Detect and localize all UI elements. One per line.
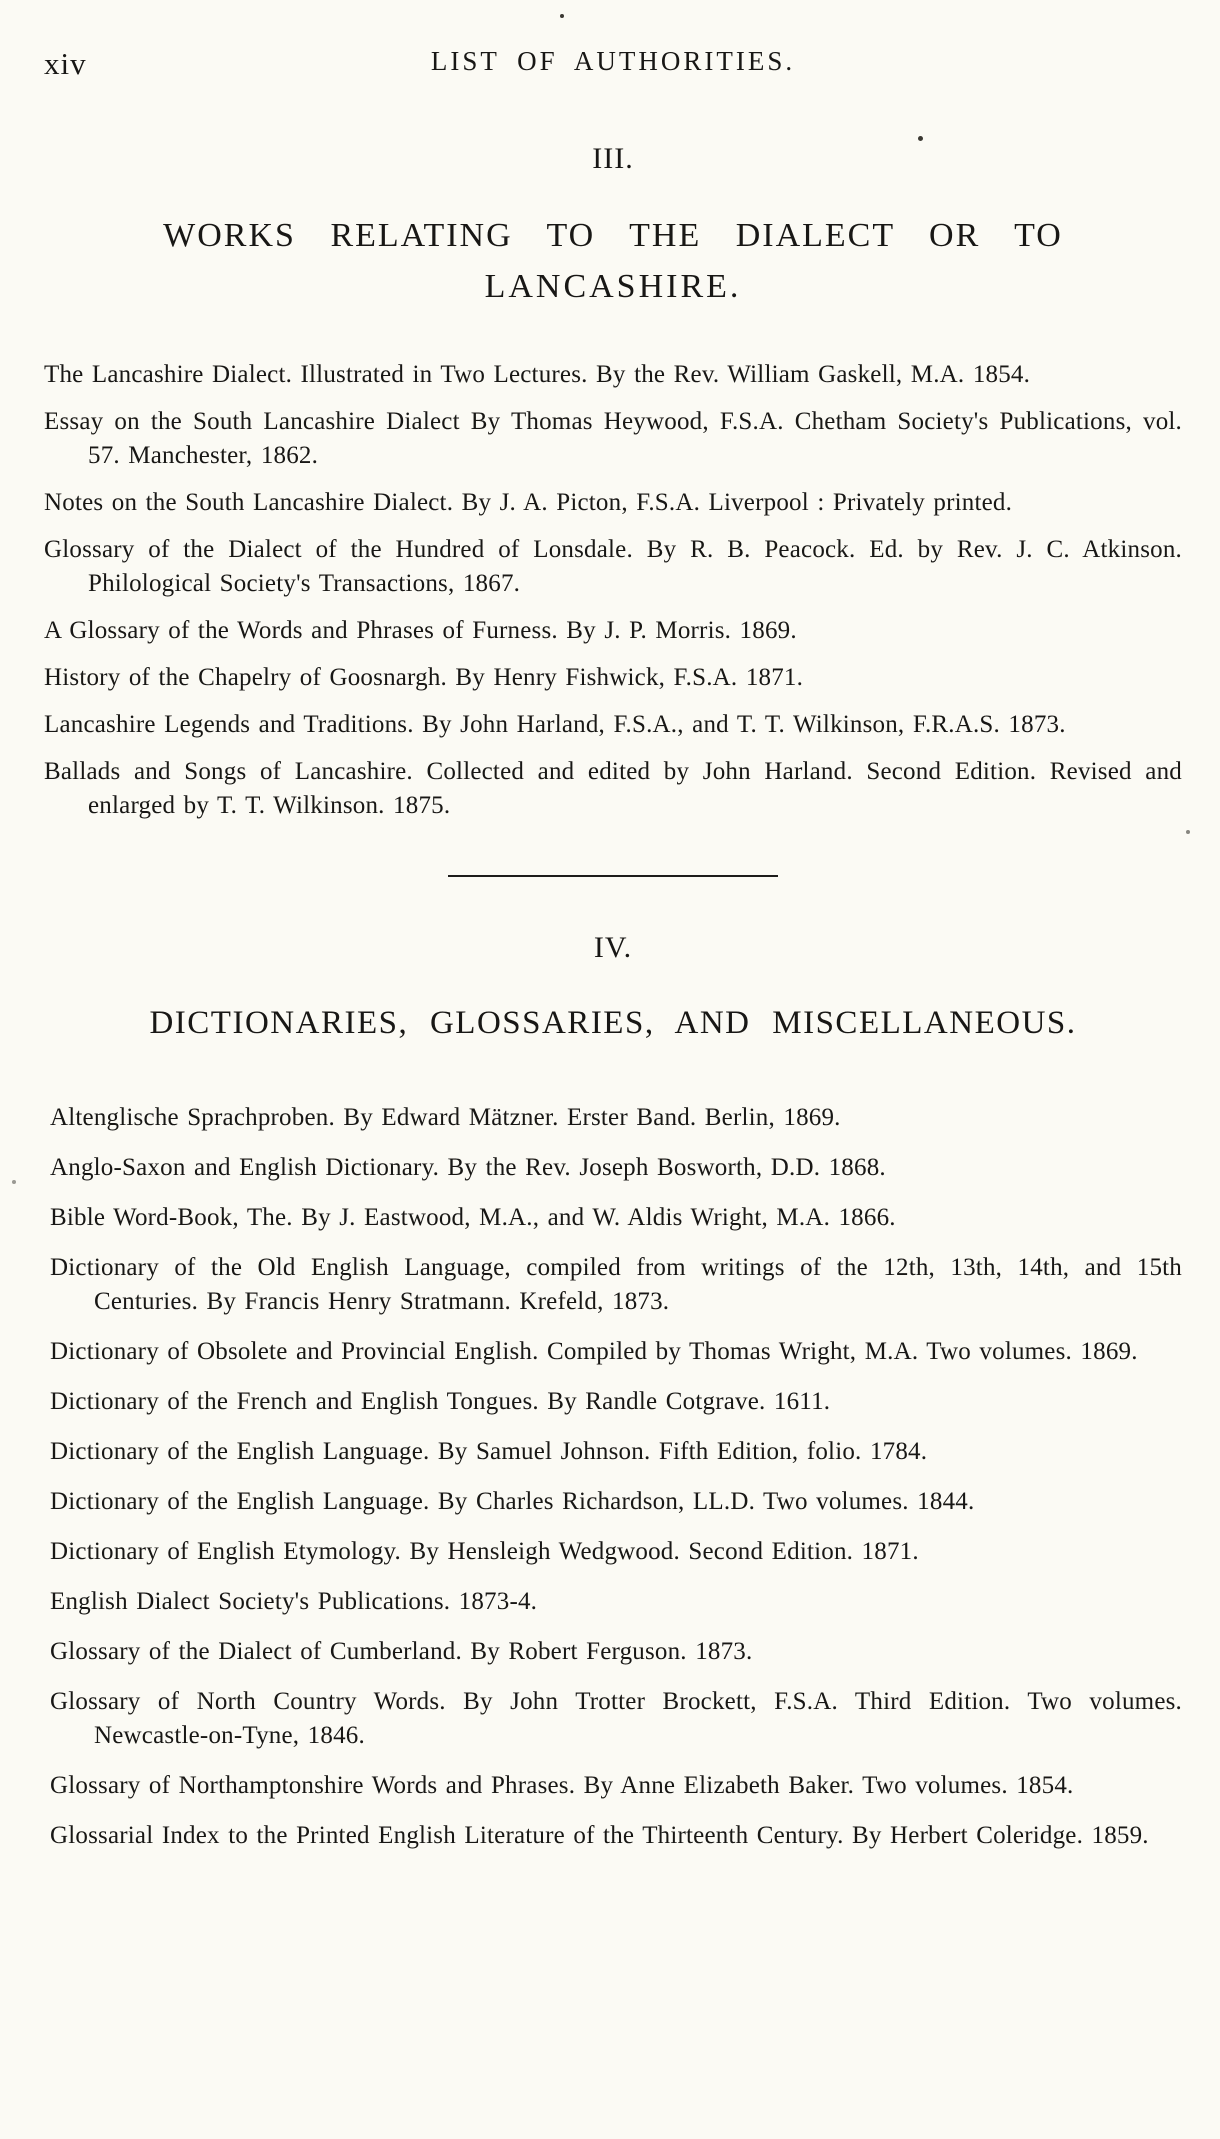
scan-speck [12,1180,16,1184]
bibliography-entry: Bible Word-Book, The. By J. Eastwood, M.A., and W. Aldis Wright, M.A. 1866. [50,1203,896,1231]
bibliography-entry: Essay on the South Lancashire Dialect By Thomas Heywood, F.S.A. Chetham Society's Publications, vol. 57. Manchester, 1862. [44,408,1182,469]
bibliography-entry: Dictionary of English Etymology. By Hensleigh Wedgwood. Second Edition. 1871. [50,1537,919,1565]
bibliography-entry: Dictionary of the English Language. By Charles Richardson, LL.D. Two volumes. 1844. [50,1487,975,1515]
section-iii-number: III. [592,142,634,175]
section-iii-entries [44,358,1182,823]
section-iv-number: IV. [593,931,633,964]
bibliography-entry: Glossary of Northamptonshire Words and Phrases. By Anne Elizabeth Baker. Two volumes. 1854. [50,1771,1074,1799]
scan-speck [1186,830,1190,834]
bibliography-entry: Glossarial Index to the Printed English Literature of the Thirteenth Century. By Herbert Coleridge. 1859. [50,1821,1149,1849]
scan-speck [560,14,564,18]
section-iii-title-line2: LANCASHIRE. [484,268,742,305]
section-iii [44,142,1182,823]
bibliography-entry: Notes on the South Lancashire Dialect. By J. A. Picton, F.S.A. Liverpool : Privately printed. [44,489,1013,516]
section-iii-title-line1: WORKS RELATING TO THE DIALECT OR TO [163,217,1063,254]
bibliography-entry: Dictionary of the English Language. By Samuel Johnson. Fifth Edition, folio. 1784. [50,1437,928,1465]
bibliography-entry: Dictionary of the French and English Tongues. By Randle Cotgrave. 1611. [50,1387,831,1415]
section-iv-entries [44,1101,1182,1853]
bibliography-entry: Ballads and Songs of Lancashire. Collected and edited by John Harland. Second Edition. Revised and enlarged by T. T. Wilkinson. 1875. [44,758,1182,819]
bibliography-entry: Glossary of the Dialect of the Hundred of Lonsdale. By R. B. Peacock. Ed. by Rev. J. C. Atkinson. Philological Society's Transactions, 1867. [44,536,1182,597]
page-header [44,46,1182,86]
bibliography-entry: History of the Chapelry of Goosnargh. By Henry Fishwick, F.S.A. 1871. [44,664,804,691]
bibliography-entry: Glossary of North Country Words. By John Trotter Brockett, F.S.A. Third Edition. Two volumes. Newcastle-on-Tyne, 1846. [50,1687,1182,1749]
section-iii-title [44,210,1182,312]
section-iv [44,931,1182,1853]
section-divider-rule [448,875,778,877]
page-number: xiv [44,46,87,81]
bibliography-entry: Dictionary of the Old English Language, compiled from writings of the 12th, 13th, 14th, and 15th Centuries. By Francis Henry Stratmann. Krefeld, 1873. [50,1253,1182,1315]
bibliography-entry: English Dialect Society's Publications. 1873-4. [50,1587,538,1615]
section-iv-title: DICTIONARIES, GLOSSARIES, AND MISCELLANEOUS. [149,1005,1077,1041]
running-header-title: LIST OF AUTHORITIES. [430,46,796,76]
bibliography-entry: Altenglische Sprachproben. By Edward Mätzner. Erster Band. Berlin, 1869. [50,1103,841,1131]
bibliography-entry: Anglo-Saxon and English Dictionary. By the Rev. Joseph Bosworth, D.D. 1868. [50,1153,886,1181]
bibliography-entry: Glossary of the Dialect of Cumberland. By Robert Ferguson. 1873. [50,1637,753,1665]
bibliography-entry: Dictionary of Obsolete and Provincial English. Compiled by Thomas Wright, M.A. Two volumes. 1869. [50,1337,1138,1365]
scan-speck [918,136,923,141]
bibliography-entry: Lancashire Legends and Traditions. By John Harland, F.S.A., and T. T. Wilkinson, F.R.A.S. 1873. [44,711,1066,738]
bibliography-entry: The Lancashire Dialect. Illustrated in Two Lectures. By the Rev. William Gaskell, M.A. 1854. [44,361,1031,388]
bibliography-entry: A Glossary of the Words and Phrases of Furness. By J. P. Morris. 1869. [44,617,797,644]
